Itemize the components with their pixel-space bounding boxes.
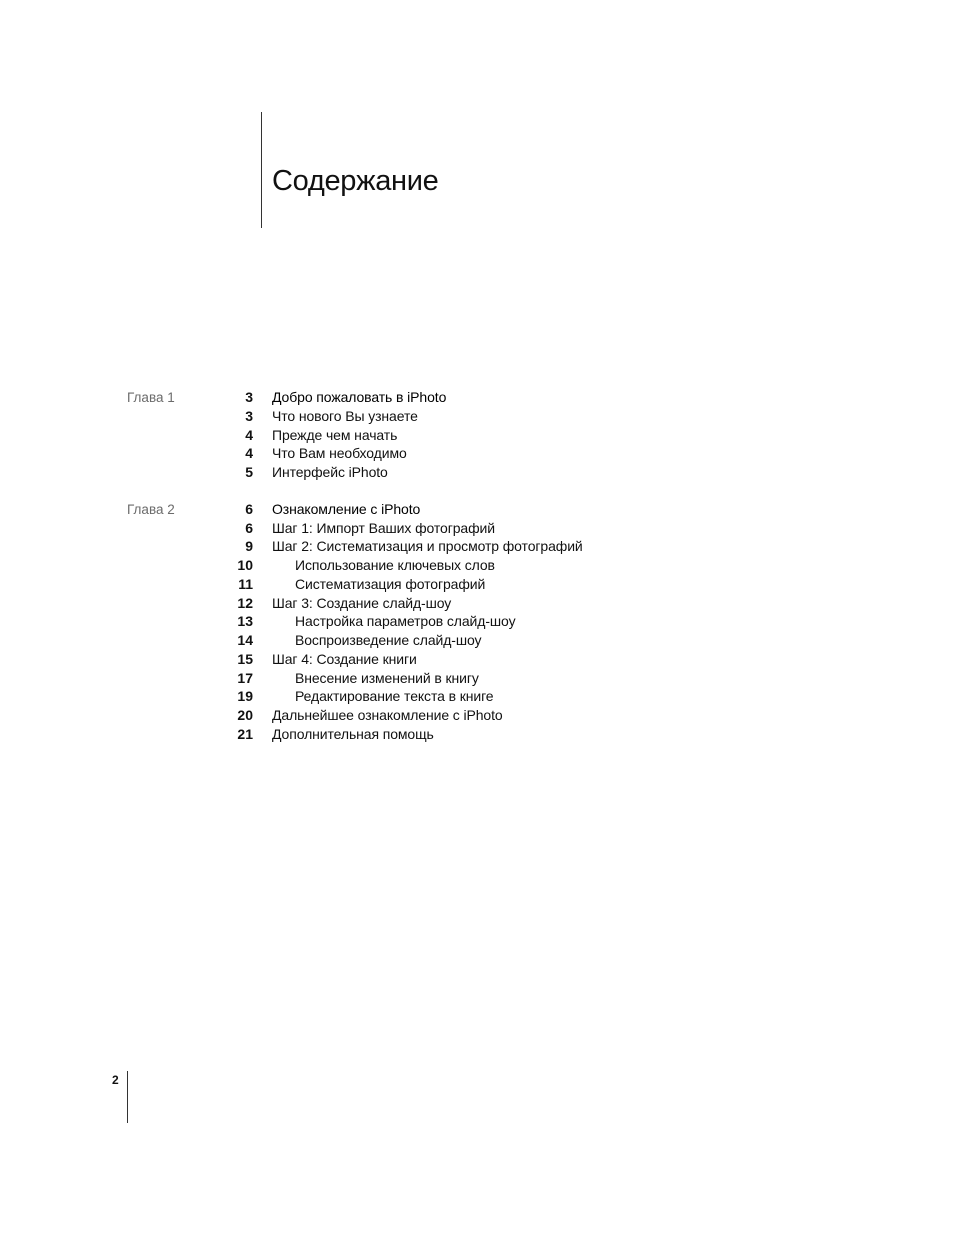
- chapter-label: Глава 1: [127, 390, 175, 405]
- chapter-label: Глава 2: [127, 501, 175, 517]
- toc-entry-title: Дальнейшее ознакомление с iPhoto: [272, 707, 503, 723]
- toc-entry[interactable]: [0, 499, 954, 518]
- toc-entry-title: Редактирование текста в книге: [295, 688, 494, 705]
- toc-entry-title: Интерфейс iPhoto: [272, 464, 388, 480]
- toc-entry-page-number: 11: [238, 575, 253, 592]
- toc-entry[interactable]: [0, 668, 954, 687]
- toc-chapter: [0, 499, 954, 743]
- toc-entry-page-number: 6: [245, 519, 253, 536]
- toc-entry[interactable]: [0, 593, 954, 612]
- toc-entry-title: Добро пожаловать в iPhoto: [272, 389, 447, 405]
- toc-entry[interactable]: [0, 611, 954, 630]
- toc-entry-title: Шаг 3: Создание слайд-шоу: [272, 594, 452, 611]
- table-of-contents: [0, 387, 954, 761]
- toc-entry-page-number: 12: [237, 594, 253, 611]
- toc-entry[interactable]: [0, 387, 954, 406]
- footer-page-number: 2: [112, 1073, 119, 1087]
- toc-entry[interactable]: [0, 574, 954, 593]
- toc-entry-page-number: 4: [245, 445, 253, 462]
- toc-entry-page-number: 3: [245, 389, 253, 405]
- toc-entry[interactable]: [0, 555, 954, 574]
- toc-entry-page-number: 5: [245, 464, 253, 480]
- toc-entry[interactable]: [0, 406, 954, 425]
- toc-entry-title: Воспроизведение слайд-шоу: [295, 632, 482, 648]
- toc-entry-page-number: 19: [237, 688, 253, 705]
- toc-entry-page-number: 13: [237, 613, 253, 630]
- toc-entry-page-number: 21: [237, 725, 253, 742]
- toc-entry-page-number: 20: [237, 707, 253, 723]
- toc-entry-page-number: 6: [245, 500, 253, 517]
- toc-entry-title: Шаг 4: Создание книги: [272, 650, 417, 667]
- toc-entry[interactable]: [0, 518, 954, 537]
- toc-entry-title: Внесение изменений в книгу: [295, 669, 479, 686]
- toc-entry-page-number: 10: [237, 557, 253, 573]
- toc-entry-title: Использование ключевых слов: [295, 557, 495, 573]
- toc-entry[interactable]: [0, 724, 954, 743]
- toc-entry-title: Что Вам необходимо: [272, 445, 407, 462]
- toc-entry-title: Шаг 1: Импорт Ваших фотографий: [272, 519, 495, 536]
- toc-entry[interactable]: [0, 536, 954, 555]
- title-rule: [261, 112, 262, 228]
- toc-entry[interactable]: [0, 686, 954, 705]
- toc-entry[interactable]: [0, 425, 954, 444]
- toc-entry-page-number: 9: [245, 538, 253, 555]
- toc-entry[interactable]: [0, 649, 954, 668]
- toc-entry[interactable]: [0, 443, 954, 462]
- toc-entry[interactable]: [0, 630, 954, 649]
- toc-entry[interactable]: [0, 705, 954, 724]
- footer-rule: [127, 1071, 128, 1123]
- toc-entry-title: Систематизация фотографий: [295, 575, 486, 592]
- toc-entry-page-number: 15: [237, 650, 253, 667]
- toc-entry-title: Что нового Вы узнаете: [272, 407, 418, 424]
- toc-entry-title: Прежде чем начать: [272, 426, 398, 443]
- toc-entry-page-number: 17: [237, 669, 253, 686]
- toc-entry-title: Шаг 2: Систематизация и просмотр фотографий: [272, 538, 583, 555]
- toc-entry-title: Дополнительная помощь: [272, 725, 434, 742]
- toc-entry-page-number: 3: [245, 407, 253, 424]
- page-title: Содержание: [272, 165, 439, 197]
- toc-chapter: [0, 387, 954, 481]
- toc-entry-title: Ознакомление с iPhoto: [272, 500, 421, 517]
- toc-entry[interactable]: [0, 462, 954, 481]
- toc-entry-title: Настройка параметров слайд-шоу: [295, 613, 516, 630]
- toc-entry-page-number: 14: [237, 632, 253, 648]
- toc-entry-page-number: 4: [245, 426, 253, 443]
